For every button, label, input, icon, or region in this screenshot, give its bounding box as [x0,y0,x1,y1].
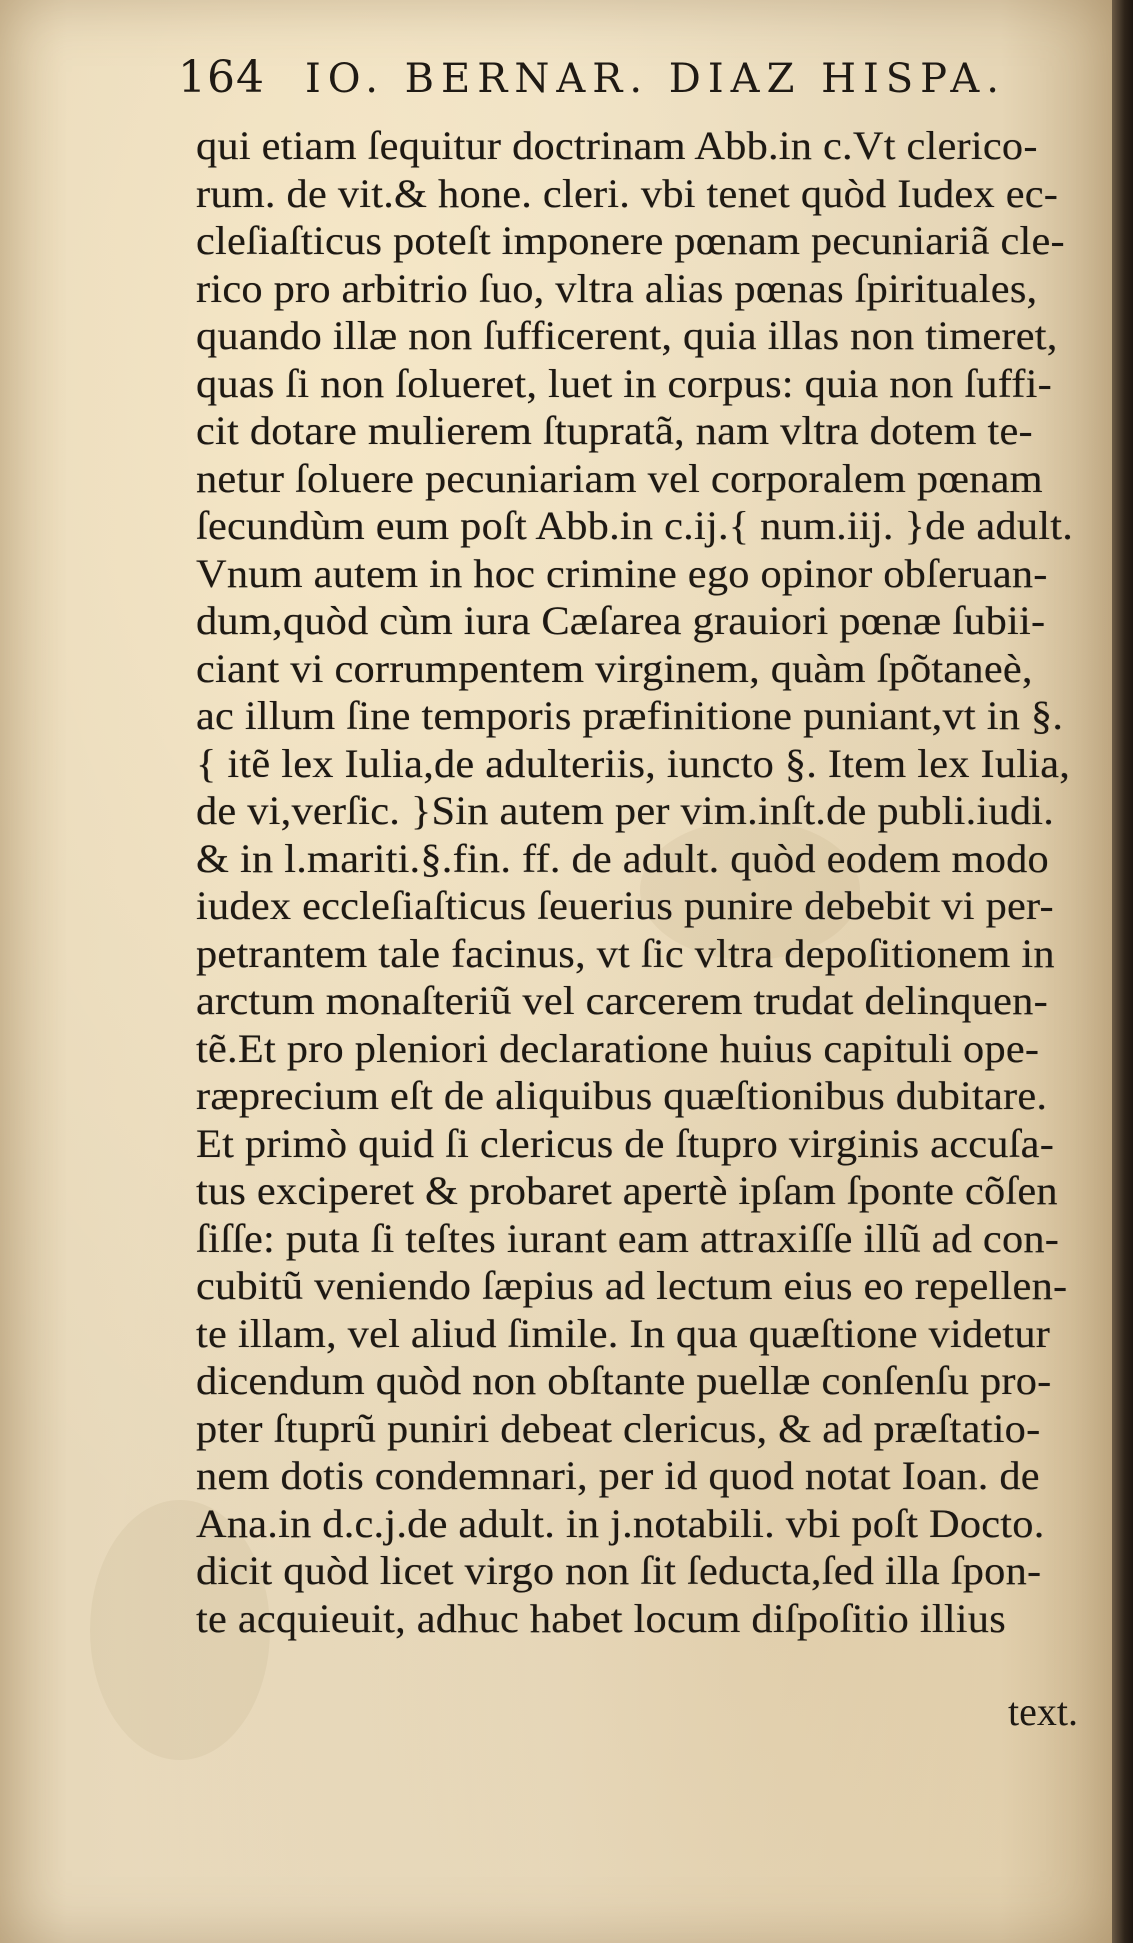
text-line: ſiſſe: puta ſi teſtes iurant eam attraxiſſe illũ ad con- [196,1215,1060,1261]
text-line: dicit quòd licet virgo non ſit ſeducta,ſed illa ſpon- [196,1548,1042,1593]
text-line: quas ſi non ſolueret, luet in corpus: quia non ſuffi- [196,360,1052,406]
text-line: arctum monaſteriũ vel carcerem trudat delinquen- [196,978,1048,1023]
text-line: rum. de vit.& hone. cleri. vbi tenet quòd Iudex ec- [196,170,1059,216]
page-number: 164 [178,52,265,103]
text-line: ſecundùm eum poſt Abb.in c.ij.{ num.iij. }de adult. [196,503,1074,548]
text-line: te illam, vel aliud ſimile. In qua quæſtione videtur [196,1310,1051,1356]
text-line: cit dotare mulierem ſtupratã, nam vltra dotem te- [196,408,1033,453]
text-line: Vnum autem in hoc crimine ego opinor obſeruan- [196,550,1048,596]
text-line: dum,quòd cùm iura Cæſarea grauiori pœnæ ſubii- [196,598,1046,643]
text-line: pter ſtuprũ puniri debeat clericus, & ad præſtatio- [196,1405,1041,1451]
body-text [196,122,1096,1737]
text-line: de vi,verſic. }Sin autem per vim.inſt.de publi.iudi. [196,788,1055,833]
text-line: rico pro arbitrio ſuo, vltra alias pœnas ſpirituales, [196,265,1038,311]
text-line: cubitũ veniendo ſæpius ad lectum eius eo repellen- [196,1263,1068,1308]
text-line: iudex eccleſiaſticus ſeuerius punire debebit vi per- [196,883,1054,928]
text-line: Ana.in d.c.j.de adult. in j.notabili. vbi poſt Docto. [196,1500,1045,1546]
text-line: & in l.mariti.§.fin. ff. de adult. quòd eodem modo [196,835,1049,881]
text-line: Et primò quid ſi clericus de ſtupro virginis accuſa- [196,1120,1055,1166]
text-line: qui etiam ſequitur doctrinam Abb.in c.Vt clerico- [196,123,1038,168]
text-line: dicendum quòd non obſtante puellæ conſenſu pro- [196,1358,1052,1403]
text-line: petrantem tale facinus, vt ſic vltra depoſitionem in [196,930,1055,976]
text-line: nem dotis condemnari, per id quod notat Ioan. de [196,1453,1040,1498]
catchword: text. [1008,1689,1078,1734]
text-line: ræprecium eſt de aliquibus quæſtionibus dubitare. [196,1073,1048,1118]
text-line: tẽ.Et pro pleniori declaratione huius capituli ope- [196,1025,1040,1071]
text-line: { itẽ lex Iulia,de adulteriis, iuncto §. Item lex Iulia, [196,740,1071,786]
text-line: netur ſoluere pecuniariam vel corporalem pœnam [196,455,1043,501]
running-head [178,52,1007,114]
running-title: IO. BERNAR. DIAZ HISPA. [304,56,1007,102]
text-line: quando illæ non ſufficerent, quia illas non timeret, [196,313,1058,358]
text-line: ciant vi corrumpentem virginem, quàm ſpõtaneè, [196,645,1033,691]
text-line: cleſiaſticus poteſt imponere pœnam pecuniariã cle- [196,218,1065,263]
text-line: te acquieuit, adhuc habet locum diſpoſitio illius [196,1595,1006,1641]
book-gutter [1112,0,1133,1943]
text-line: ac illum ſine temporis præfinitione puniant,vt in §. [196,693,1064,738]
text-line: tus exciperet & probaret apertè ipſam ſponte cõſen [196,1168,1058,1213]
